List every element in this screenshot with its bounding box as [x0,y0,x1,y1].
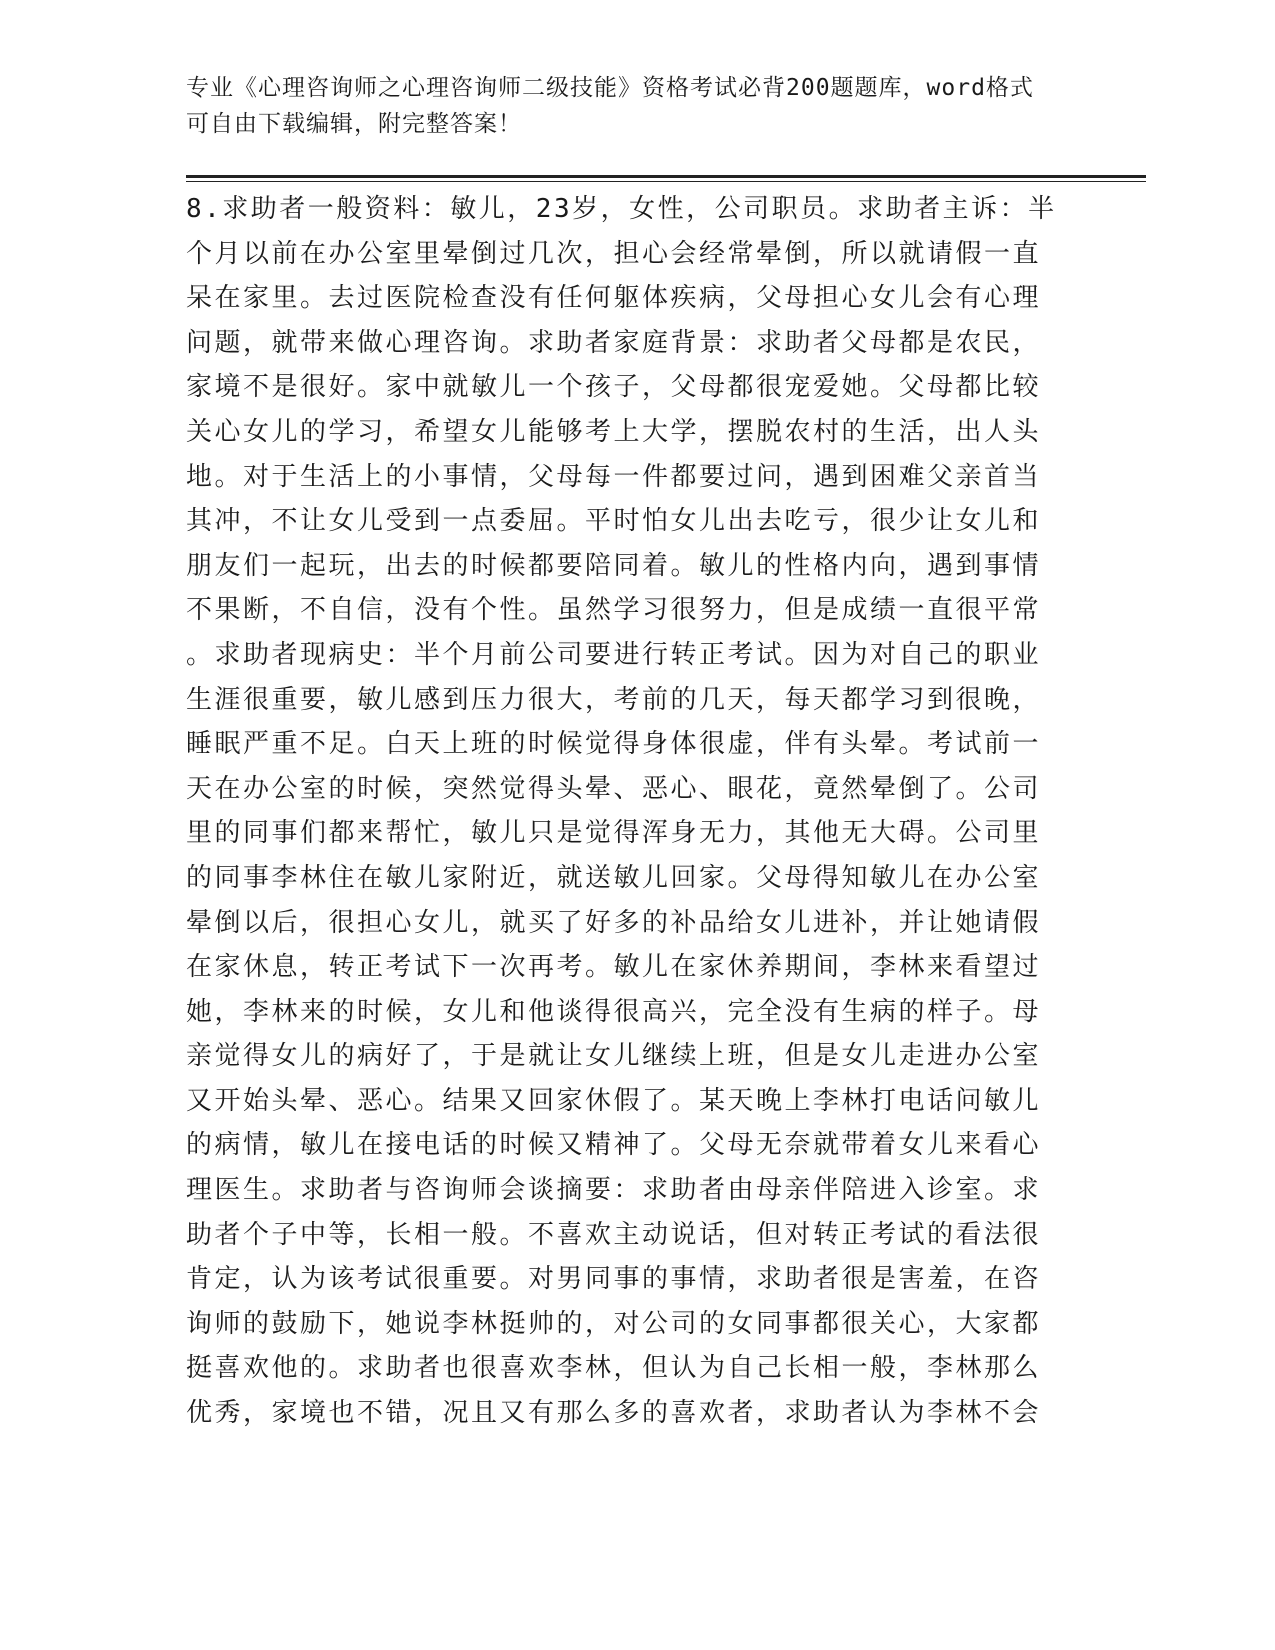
text-line: 问题，就带来做心理咨询。求助者家庭背景：求助者父母都是农民， [186,327,1042,358]
text-line: 关心女儿的学习，希望女儿能够考上大学，摆脱农村的生活，出人头 [186,416,1042,447]
text-line: 其冲，不让女儿受到一点委屈。平时怕女儿出去吃亏，很少让女儿和 [186,506,1042,537]
text-line: 地。对于生活上的小事情，父母每一件都要过问，遇到困难父亲首当 [186,461,1042,492]
text-line: 睡眠严重不足。白天上班的时候觉得身体很虚，伴有头晕。考试前一 [186,729,1042,760]
header-divider-thin [186,181,1146,182]
text-line: 不果断，不自信，没有个性。虽然学习很努力，但是成绩一直很平常 [186,595,1042,626]
text-line: 助者个子中等，长相一般。不喜欢主动说话，但对转正考试的看法很 [186,1219,1042,1250]
text-line: 晕倒以后，很担心女儿，就买了好多的补品给女儿进补，并让她请假 [186,907,1042,938]
question-text [186,187,1066,1436]
text-line: 她，李林来的时候，女儿和他谈得很高兴，完全没有生病的样子。母 [186,996,1042,1027]
text-line: 理医生。求助者与咨询师会谈摘要：求助者由母亲伴陪进入诊室。求 [186,1175,1042,1206]
text-line: 朋友们一起玩，出去的时候都要陪同着。敏儿的性格内向，遇到事情 [186,550,1042,581]
header-line: 可自由下载编辑，附完整答案！ [186,111,522,137]
text-line: 又开始头晕、恶心。结果又回家休假了。某天晚上李林打电话问敏儿 [186,1085,1042,1116]
text-line: 的同事李林住在敏儿家附近，就送敏儿回家。父母得知敏儿在办公室 [186,862,1042,893]
text-line: 家境不是很好。家中就敏儿一个孩子，父母都很宠爱她。父母都比较 [186,372,1042,403]
text-line: 8.求助者一般资料：敏儿，23岁，女性，公司职员。求助者主诉：半 [186,194,1057,224]
header-divider-thick [186,175,1146,178]
text-line: 呆在家里。去过医院检查没有任何躯体疾病，父母担心女儿会有心理 [186,283,1042,314]
text-line: 的病情，敏儿在接电话的时候又精神了。父母无奈就带着女儿来看心 [186,1130,1042,1161]
text-line: 肯定，认为该考试很重要。对男同事的事情，求助者很是害羞，在咨 [186,1264,1042,1295]
text-line: 生涯很重要，敏儿感到压力很大，考前的几天，每天都学习到很晚， [186,684,1042,715]
header-line: 专业《心理咨询师之心理咨询师二级技能》资格考试必背200题题库，word格式 [186,75,1034,101]
text-line: 。求助者现病史：半个月前公司要进行转正考试。因为对自己的职业 [186,639,1042,670]
text-line: 天在办公室的时候，突然觉得头晕、恶心、眼花，竟然晕倒了。公司 [186,773,1042,804]
text-line: 优秀，家境也不错，况且又有那么多的喜欢者，求助者认为李林不会 [186,1398,1042,1429]
page-header [186,70,1066,142]
text-line: 挺喜欢他的。求助者也很喜欢李林，但认为自己长相一般，李林那么 [186,1353,1042,1384]
text-line: 里的同事们都来帮忙，敏儿只是觉得浑身无力，其他无大碍。公司里 [186,818,1042,849]
text-line: 询师的鼓励下，她说李林挺帅的，对公司的女同事都很关心，大家都 [186,1308,1042,1339]
text-line: 在家休息，转正考试下一次再考。敏儿在家休养期间，李林来看望过 [186,952,1042,983]
text-line: 个月以前在办公室里晕倒过几次，担心会经常晕倒，所以就请假一直 [186,238,1042,269]
text-line: 亲觉得女儿的病好了，于是就让女儿继续上班，但是女儿走进办公室 [186,1041,1042,1072]
